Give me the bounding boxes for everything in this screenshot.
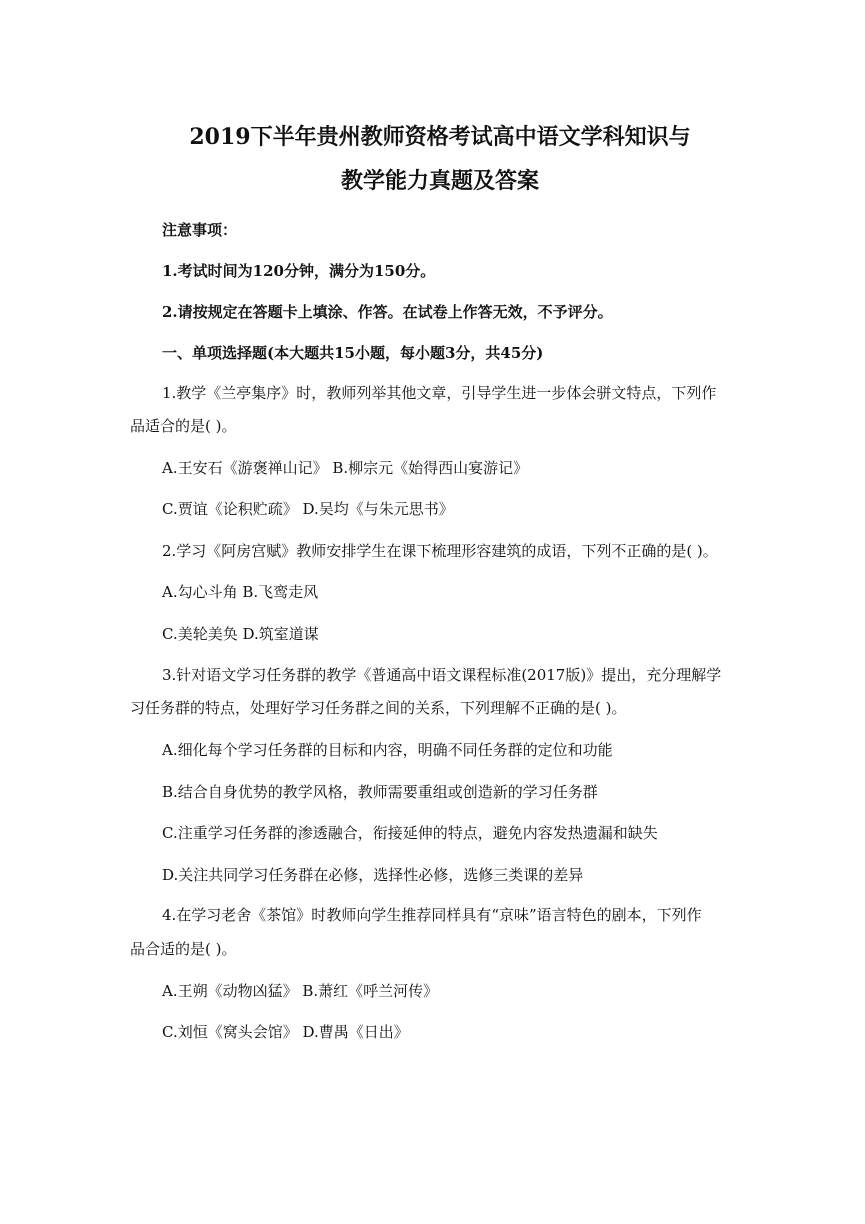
- question-2-options-line-1: A.勾心斗角 B.飞鸾走风: [162, 583, 319, 601]
- question-4-stem-line-2: 品合适的是( )。: [130, 940, 237, 958]
- section-heading: 一、单项选择题(本大题共15小题，每小题3分，共45分): [162, 344, 544, 362]
- question-4-stem-line-1: 4.在学习老舍《茶馆》时教师向学生推荐同样具有“京味”语言特色的剧本，下列作: [162, 906, 702, 924]
- question-1-options-line-1: A.王安石《游褒禅山记》 B.柳宗元《始得西山宴游记》: [162, 459, 529, 477]
- question-1-stem-line-1: 1.教学《兰亭集序》时，教师列举其他文章，引导学生进一步体会骈文特点，下列作: [162, 384, 717, 402]
- notice-item-1: 1.考试时间为120分钟，满分为150分。: [162, 262, 436, 280]
- question-2-stem: 2.学习《阿房宫赋》教师安排学生在课下梳理形容建筑的成语，下列不正确的是( )。: [162, 542, 718, 560]
- question-4-options-line-1: A.王朔《动物凶猛》 B.萧红《呼兰河传》: [162, 982, 439, 1000]
- document-title-line-2: 教学能力真题及答案: [340, 168, 539, 194]
- notice-heading: 注意事项：: [162, 221, 238, 239]
- question-1-options-line-2: C.贾谊《论积贮疏》 D.吴均《与朱元思书》: [162, 500, 454, 518]
- document-title-line-1: 2019下半年贵州教师资格考试高中语文学科知识与: [189, 124, 691, 150]
- question-3-option-b: B.结合自身优势的教学风格，教师需要重组或创造新的学习任务群: [162, 783, 598, 801]
- question-3-stem-line-2: 习任务群的特点，处理好学习任务群之间的关系，下列理解不正确的是( )。: [130, 699, 627, 717]
- question-4-options-line-2: C.刘恒《窝头会馆》 D.曹禺《日出》: [162, 1023, 409, 1041]
- question-3-option-a: A.细化每个学习任务群的目标和内容，明确不同任务群的定位和功能: [162, 741, 613, 759]
- notice-item-2: 2.请按规定在答题卡上填涂、作答。在试卷上作答无效，不予评分。: [162, 303, 613, 321]
- question-2-options-line-2: C.美轮美奂 D.筑室道谋: [162, 625, 319, 643]
- question-1-stem-line-2: 品适合的是( )。: [130, 417, 237, 435]
- question-3-stem-line-1: 3.针对语文学习任务群的教学《普通高中语文课程标准(2017版)》提出，充分理解学: [162, 666, 722, 684]
- question-3-option-d: D.关注共同学习任务群在必修，选择性必修，选修三类课的差异: [162, 866, 584, 884]
- question-3-option-c: C.注重学习任务群的渗透融合，衔接延伸的特点，避免内容发热遗漏和缺失: [162, 824, 658, 842]
